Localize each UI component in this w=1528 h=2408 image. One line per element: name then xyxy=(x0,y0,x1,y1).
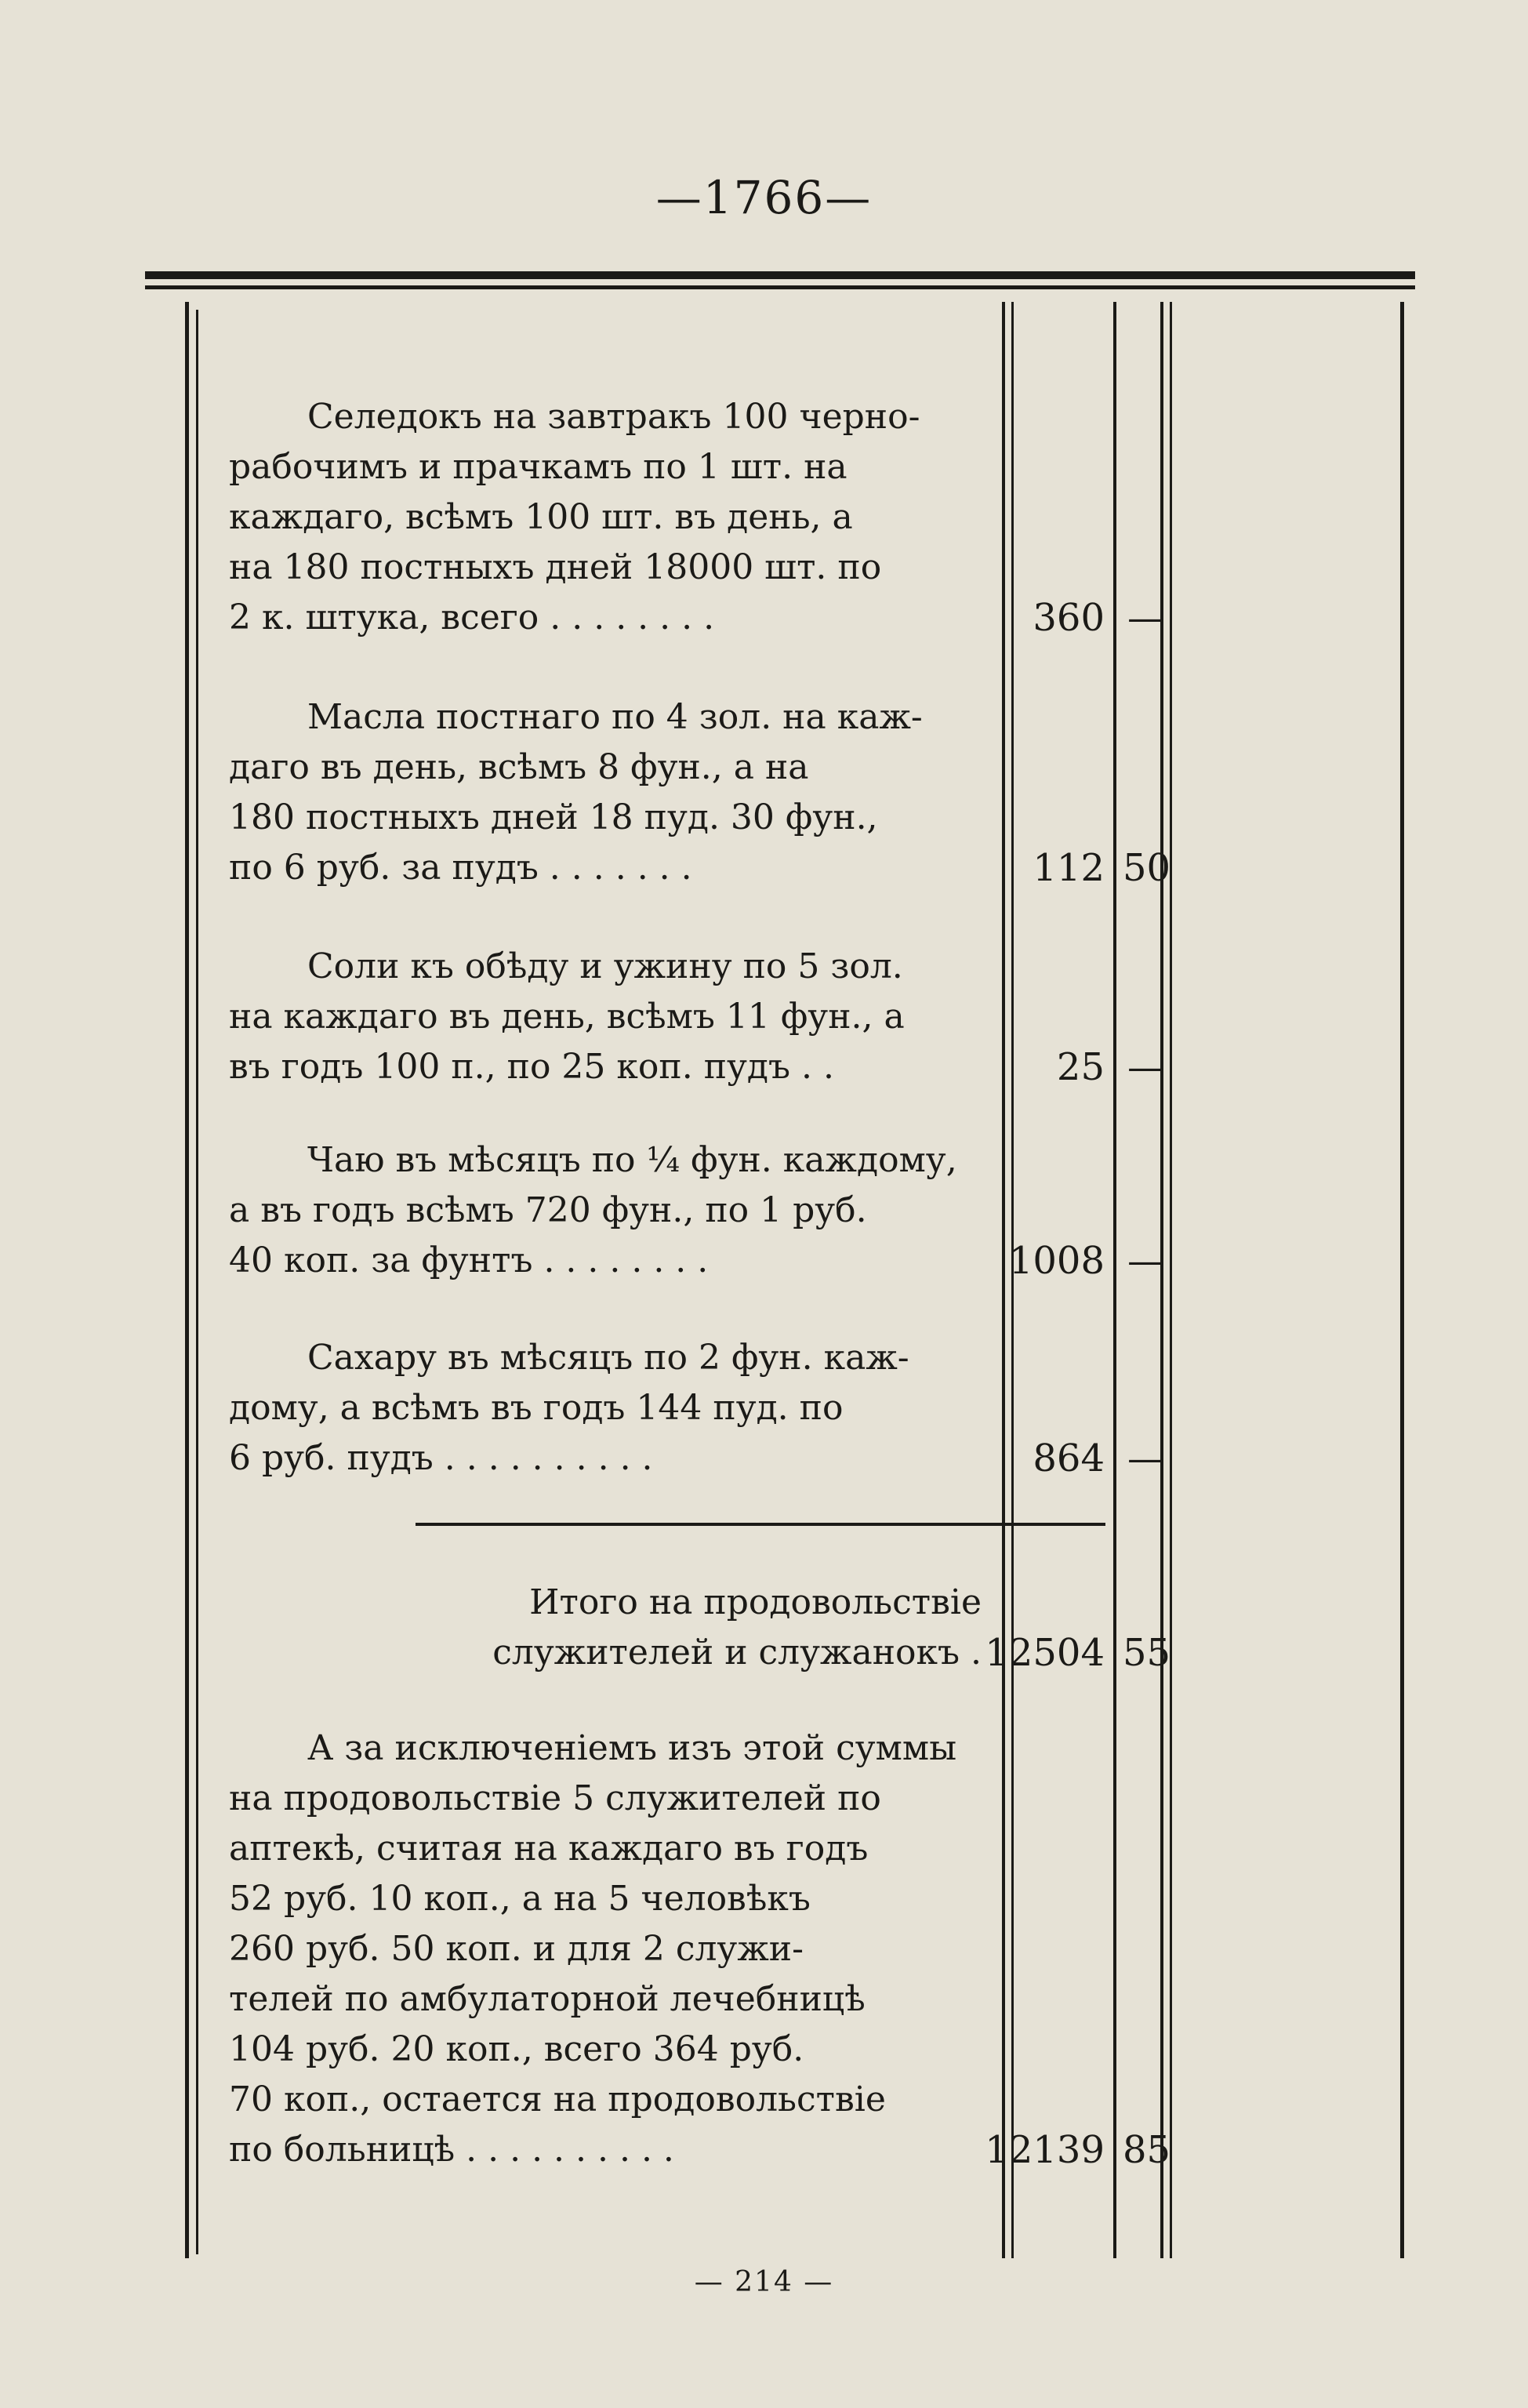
entry-line: 260 руб. 50 коп. и для 2 служи- xyxy=(229,1929,804,1969)
table-right-border xyxy=(1400,302,1404,2258)
total-line: служителей и служанокъ . xyxy=(492,1633,982,1673)
entry-line: рабочимъ и прачкамъ по 1 шт. на xyxy=(229,447,847,487)
entry-line: дому, а всѣмъ въ годъ 144 пуд. по xyxy=(229,1388,844,1428)
amount-kopecks: 50 xyxy=(1123,846,1171,890)
entry-herring xyxy=(229,392,982,643)
entry-line: даго въ день, всѣмъ 8 фун., а на xyxy=(229,747,809,787)
amount-kopecks: — xyxy=(1127,1239,1165,1283)
entry-line: 40 коп. за фунтъ . . . . . . . . xyxy=(229,1240,709,1280)
entry-exclusion xyxy=(229,1723,982,2175)
header-rule-thick xyxy=(145,271,1415,279)
amount-rubles: 360 xyxy=(1033,596,1105,640)
total-rubles: 12504 xyxy=(985,1631,1105,1675)
entry-line: телей по амбулаторной лечебницѣ xyxy=(229,1979,866,2019)
entry-line: 6 руб. пудъ . . . . . . . . . . xyxy=(229,1438,653,1478)
amount-rubles: 864 xyxy=(1033,1436,1105,1480)
total-line: Итого на продовольствіе xyxy=(529,1582,982,1622)
entry-lenten-oil xyxy=(229,692,982,893)
sum-rule xyxy=(416,1523,1105,1526)
entry-line: аптекѣ, считая на каждаго въ годъ xyxy=(229,1829,869,1869)
page-header: —1766— xyxy=(655,171,873,224)
amount-rubles: 112 xyxy=(1033,846,1105,890)
entry-line: каждаго, всѣмъ 100 шт. въ день, а xyxy=(229,497,853,537)
exclusion-rubles: 12139 xyxy=(985,2128,1105,2172)
entry-sugar xyxy=(229,1333,982,1484)
entry-line: Масла постнаго по 4 зол. на каж- xyxy=(307,697,923,737)
entry-line: на 180 постныхъ дней 18000 шт. по xyxy=(229,547,882,587)
amount-kopecks: — xyxy=(1127,1045,1165,1089)
table-left-border-inner xyxy=(196,310,198,2254)
amount-rubles: 25 xyxy=(1056,1045,1105,1089)
amount-rubles: 1008 xyxy=(1008,1239,1105,1283)
entry-salt xyxy=(229,942,982,1092)
entry-line: на каждаго въ день, всѣмъ 11 фун., а xyxy=(229,997,905,1037)
total-kopecks: 55 xyxy=(1123,1631,1171,1675)
entry-line: по 6 руб. за пудъ . . . . . . . xyxy=(229,848,692,888)
kopecks-right-divider-2 xyxy=(1170,302,1172,2258)
entry-line: 2 к. штука, всего . . . . . . . . xyxy=(229,597,715,637)
rubles-column-divider xyxy=(1002,302,1005,2258)
entry-line: въ годъ 100 п., по 25 коп. пудъ . . xyxy=(229,1047,834,1087)
exclusion-kopecks: 85 xyxy=(1123,2128,1171,2172)
entry-line: на продовольствіе 5 служителей по xyxy=(229,1778,881,1818)
entry-line: 52 руб. 10 коп., а на 5 человѣкъ xyxy=(229,1879,811,1919)
entry-line: 104 руб. 20 коп., всего 364 руб. xyxy=(229,2029,804,2069)
kopecks-column-divider xyxy=(1113,302,1116,2258)
entry-line: Чаю въ мѣсяцъ по ¼ фун. каждому, xyxy=(307,1140,957,1180)
entry-line: 180 постныхъ дней 18 пуд. 30 фун., xyxy=(229,797,878,837)
entry-line: Сахару въ мѣсяцъ по 2 фун. каж- xyxy=(307,1338,909,1378)
entry-line: по больницѣ . . . . . . . . . . xyxy=(229,2130,674,2170)
amount-kopecks: — xyxy=(1127,596,1165,640)
entry-line: 70 коп., остается на продовольствіе xyxy=(229,2079,886,2119)
total-label xyxy=(423,1578,982,1678)
table-left-border xyxy=(185,302,189,2258)
amount-kopecks: — xyxy=(1127,1436,1165,1480)
entry-line: Соли къ обѣду и ужину по 5 зол. xyxy=(307,946,903,986)
entry-tea xyxy=(229,1135,982,1286)
entry-line: Селедокъ на завтракъ 100 черно- xyxy=(307,397,920,437)
header-rule-thin xyxy=(145,285,1415,289)
entry-line: А за исключеніемъ изъ этой суммы xyxy=(307,1728,957,1768)
entry-line: а въ годъ всѣмъ 720 фун., по 1 руб. xyxy=(229,1190,867,1230)
page-footer: — 214 — xyxy=(694,2266,834,2298)
